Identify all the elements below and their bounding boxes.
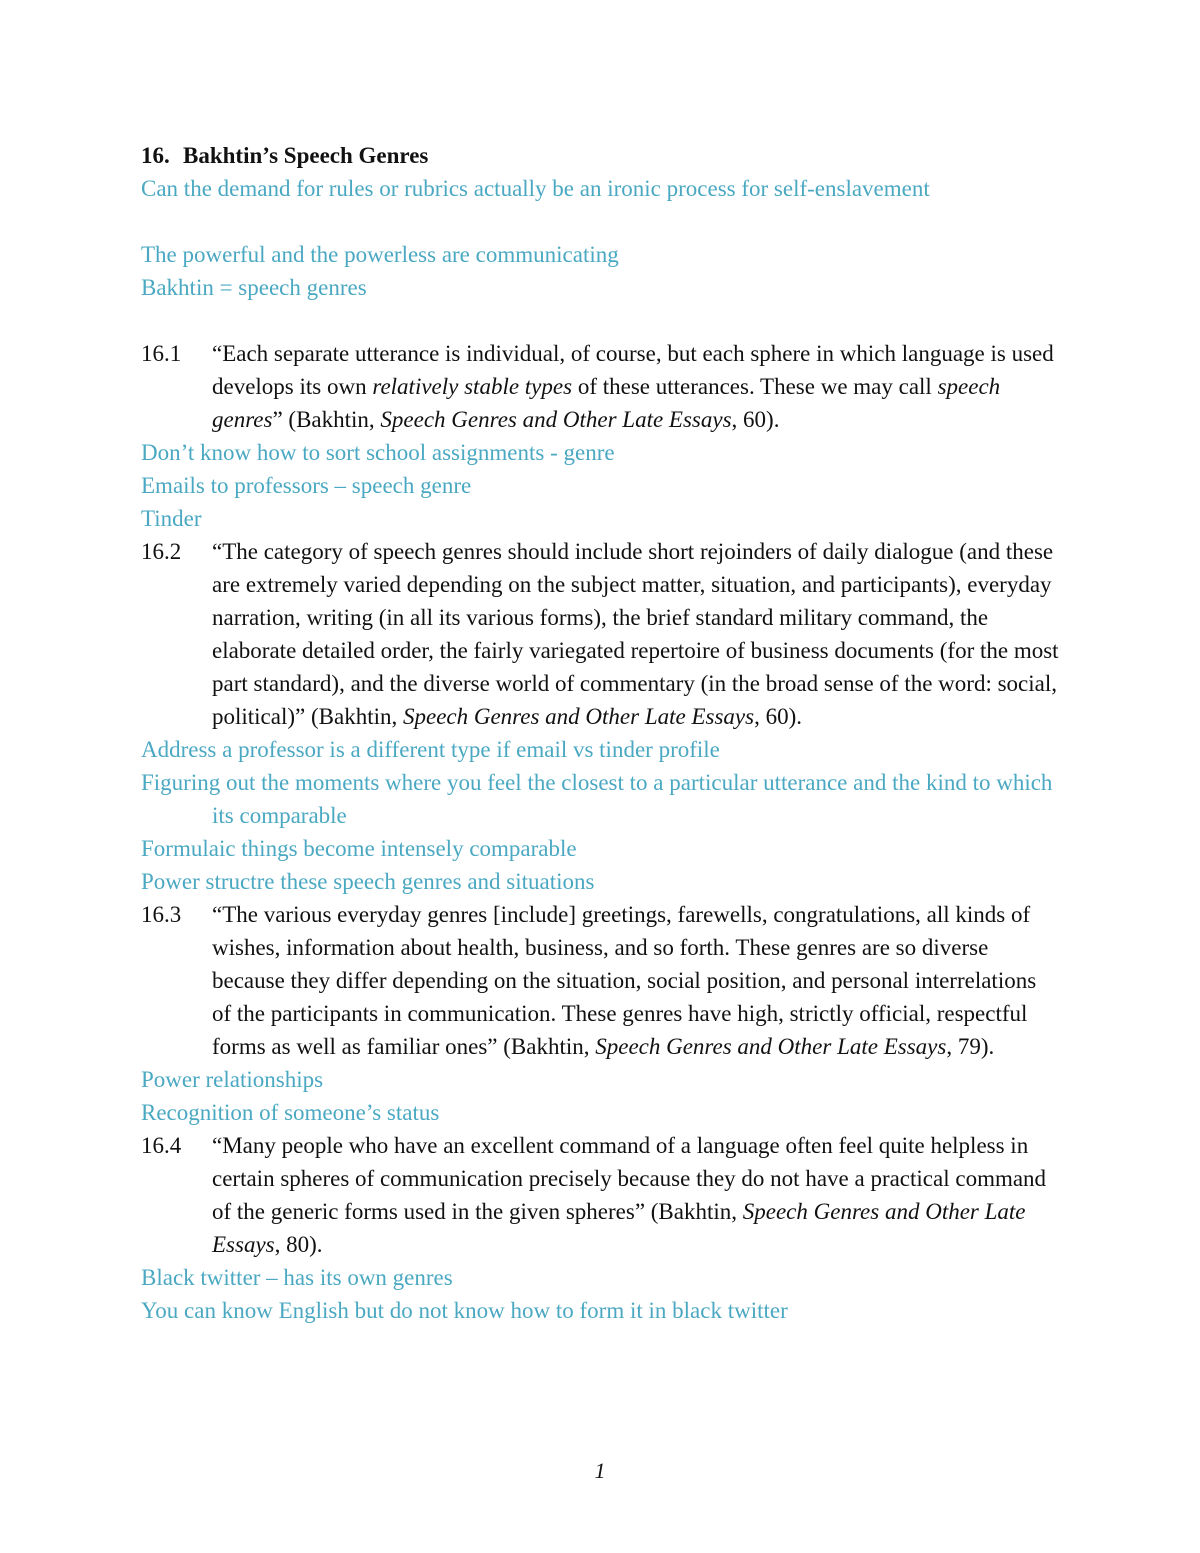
section-title: Bakhtin’s Speech Genres bbox=[183, 143, 429, 168]
quote-note: Don’t know how to sort school assignments - genre bbox=[141, 440, 615, 465]
quote-italic-text: Speech Genres and Other Late Essays bbox=[212, 1199, 1026, 1257]
quotes-list bbox=[141, 337, 1061, 1327]
quote-note: Formulaic things become intensely comparable bbox=[141, 836, 577, 861]
quote-italic-text: relatively stable types bbox=[372, 374, 573, 399]
quote-text-segment: ” (Bakhtin, bbox=[272, 407, 381, 432]
quote-text-segment: “Many people who have an excellent command of a language often feel quite helpless in certain spheres of communication precisely because they do not have a practical command of the generic forms used in the given spheres” (Bakhtin, bbox=[212, 1133, 1047, 1224]
blank-line bbox=[141, 304, 1061, 337]
quote-number: 16.4 bbox=[141, 1133, 182, 1158]
quote-text-segment: , 79). bbox=[946, 1034, 995, 1059]
quote-block bbox=[141, 1129, 1061, 1261]
quote-text-segment: , 80). bbox=[274, 1232, 323, 1257]
quote-note: Power structre these speech genres and situations bbox=[141, 869, 595, 894]
intro-note: Bakhtin = speech genres bbox=[141, 275, 367, 300]
blank-line bbox=[141, 205, 1061, 238]
page-number: 1 bbox=[594, 1458, 606, 1483]
section-heading bbox=[141, 139, 1061, 172]
document-content bbox=[141, 139, 1061, 1327]
quote-italic-text: speech genres bbox=[212, 374, 1001, 432]
quote-text bbox=[212, 535, 1061, 733]
quote-text bbox=[212, 337, 1061, 436]
quote-number: 16.3 bbox=[141, 902, 182, 927]
quote-number: 16.2 bbox=[141, 539, 182, 564]
quote-note: Recognition of someone’s status bbox=[141, 1100, 440, 1125]
quote-text bbox=[212, 898, 1061, 1063]
quote-text bbox=[212, 1129, 1061, 1261]
intro-note: Can the demand for rules or rubrics actually be an ironic process for self-enslavement bbox=[141, 176, 930, 201]
quote-note: You can know English but do not know how to form it in black twitter bbox=[141, 1298, 788, 1323]
quote-note: Tinder bbox=[141, 506, 202, 531]
quote-note: Power relationships bbox=[141, 1067, 324, 1092]
quote-italic-text: Speech Genres and Other Late Essays bbox=[595, 1034, 947, 1059]
quote-note: Address a professor is a different type if email vs tinder profile bbox=[141, 737, 720, 762]
quote-italic-text: Speech Genres and Other Late Essays bbox=[402, 704, 755, 729]
quote-text-segment: , 60). bbox=[754, 704, 803, 729]
intro-note: The powerful and the powerless are communicating bbox=[141, 242, 619, 267]
quote-note: Figuring out the moments where you feel the closest to a particular utterance and the kind to which its comparable bbox=[141, 770, 1053, 828]
quote-block bbox=[141, 337, 1061, 436]
quote-note: Black twitter – has its own genres bbox=[141, 1265, 453, 1290]
quote-text-segment: “Each separate utterance is individual, of course, but each sphere in which language is used develops its own bbox=[212, 341, 1054, 399]
section-number: 16. bbox=[141, 143, 170, 168]
quote-text-segment: , 60). bbox=[731, 407, 780, 432]
quote-note: Emails to professors – speech genre bbox=[141, 473, 472, 498]
quote-block bbox=[141, 535, 1061, 733]
quote-italic-text: Speech Genres and Other Late Essays bbox=[380, 407, 732, 432]
quote-text-segment: “The category of speech genres should include short rejoinders of daily dialogue (and these are extremely varied depending on the subject matter, situation, and participants), everyday narration, writing (in all its various forms), the brief standard military command, the elaborate detailed order, the fairly variegated repertoire of business documents (for the most part standard), and the diverse world of commentary (in the broad sense of the word: social, political)” (Bakhtin, bbox=[212, 539, 1059, 729]
quote-block bbox=[141, 898, 1061, 1063]
quote-text-segment: of these utterances. These we may call bbox=[572, 374, 938, 399]
quote-number: 16.1 bbox=[141, 341, 182, 366]
quote-text-segment: “The various everyday genres [include] greetings, farewells, congratulations, all kinds of wishes, information about health, business, and so forth. These genres are so diverse because they differ depending on the situation, social position, and personal interrelations of the participants in communication. These genres have high, strictly official, respectful forms as well as familiar ones” (Bakhtin, bbox=[212, 902, 1037, 1059]
